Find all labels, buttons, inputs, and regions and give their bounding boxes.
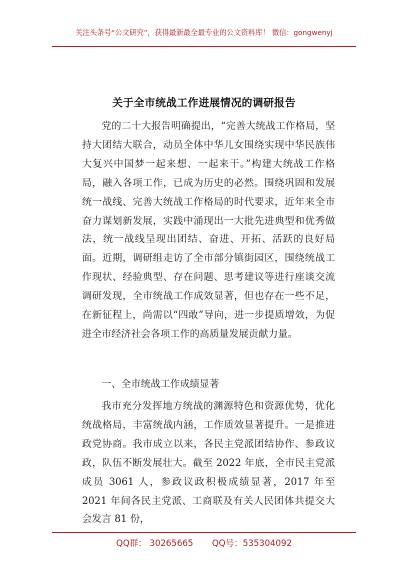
body-paragraph-2: 我市充分发挥地方统战的渊源特色和资源优势，优化统战格局，丰富统战内涵，工作质效显著提升。一是推进政党协商。我市成立以来，各民主党派团结协作、参政议政，队伍不断发展壮大。截至 2022 年底，全市民主党派成员 3061 人，参政议政积极成绩显著，2017 年至 2021 年间各民主党派、工商联及有关人民团体共提交大会发言 81 份， (82, 401, 335, 526)
section-heading-1: 一、全市统战工作成绩显著 (101, 379, 220, 390)
footer-qq-group: QQ群： 30265665 (116, 539, 194, 549)
document-title: 关于全市统战工作进展情况的调研报告 (112, 97, 296, 109)
footer-qq-number: QQ号：535304092 (212, 539, 292, 549)
header-divider (52, 46, 356, 47)
footer-divider (52, 532, 356, 533)
footer-contacts (0, 537, 408, 549)
header-banner: 关注头条号“公文研究”，获得最新最全最专业的公文资料库！ 微信：gongwenyj (75, 28, 333, 37)
body-paragraph-1: 党的二十大报告明确提出，“完善大统战工作格局，坚持大团结大联合，动员全体中华儿女围绕实现中华民族伟大复兴中国梦一起来想、一起来干。”构建大统战工作格局，融入各项工作，已成为历史的必然。围绕巩固和发展统一战线、完善大统战工作格局的时代要求，近年来全市奋力谋划新发展，实践中涌现出一大批先进典型和优秀做法，统一战线呈现出团结、奋进、开拓、活跃的良好局面。近期，调研组走访了全市部分镇街园区，围绕统战工作现状、经验典型、存在问题、思考建议等进行座谈交流调研发现，全市统战工作成效显著，但也存在一些不足，在新征程上，尚需以“四敢”导向，进一步提质增效，为促进全市经济社会各项工作的高质量发展贡献力量。 (82, 121, 335, 340)
